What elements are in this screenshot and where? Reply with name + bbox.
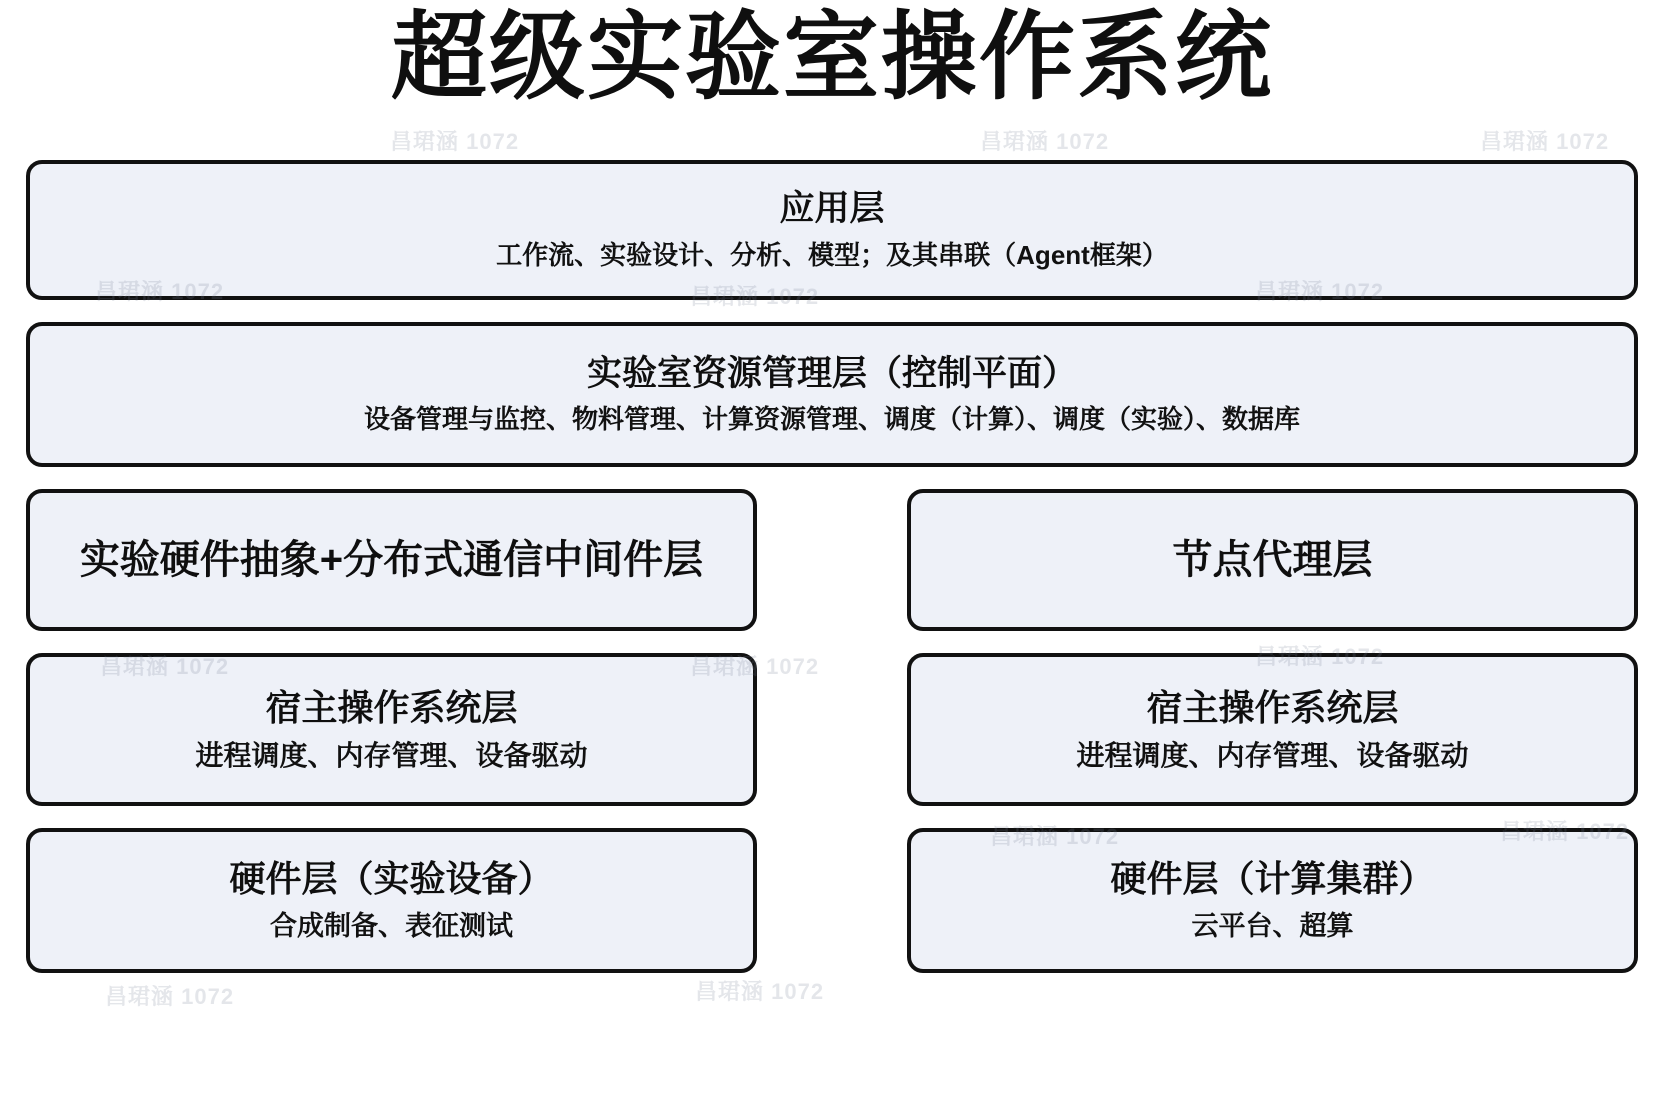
- watermark-text: 昌珺涵 1072: [105, 984, 235, 1009]
- watermark-text: 昌珺涵 1072: [690, 654, 820, 679]
- layer-heading-hardware-equipment: 硬件层（实验设备）: [229, 858, 554, 900]
- layer-heading-hardware-cluster: 硬件层（计算集群）: [1110, 858, 1435, 900]
- watermark-text: 昌珺涵 1072: [990, 824, 1120, 849]
- layer-row-hardware: [26, 828, 1638, 973]
- layer-box-host-os-left: [26, 653, 757, 806]
- layer-stack: [26, 160, 1638, 995]
- layer-heading-middleware: 实验硬件抽象+分布式通信中间件层: [79, 538, 704, 582]
- layer-box-application: [26, 160, 1638, 300]
- page-title: 超级实验室操作系统: [391, 4, 1273, 111]
- watermark-text: 昌珺涵 1072: [95, 279, 225, 304]
- watermark-text: 昌珺涵 1072: [690, 284, 820, 309]
- layer-heading-host-os-left: 宿主操作系统层: [265, 686, 518, 728]
- layer-box-hardware-equipment: [26, 828, 757, 973]
- layer-col-hardware-right: [907, 828, 1638, 973]
- layer-col-host-os-right: [907, 653, 1638, 806]
- layer-sub-hardware-cluster: 云平台、超算: [1191, 911, 1354, 942]
- layer-col-hardware-left: [26, 828, 757, 973]
- watermark-text: 昌珺涵 1072: [1500, 819, 1630, 844]
- layer-sub-application: 工作流、实验设计、分析、模型；及其串联（Agent框架）: [496, 239, 1168, 270]
- watermark-text: 昌珺涵 1072: [390, 129, 520, 154]
- layer-box-host-os-right: [907, 653, 1638, 806]
- layer-row-middleware: [26, 489, 1638, 631]
- layer-sub-resource: 设备管理与监控、物料管理、计算资源管理、调度（计算）、调度（实验）、数据库: [363, 404, 1300, 435]
- layer-heading-resource: 实验室资源管理层（控制平面）: [586, 353, 1077, 393]
- layer-col-middleware-left: [26, 489, 757, 631]
- watermark-text: 昌珺涵 1072: [1480, 129, 1610, 154]
- layer-col-middleware-right: [907, 489, 1638, 631]
- layer-box-hardware-cluster: [907, 828, 1638, 973]
- layer-sub-host-os-right: 进程调度、内存管理、设备驱动: [1076, 739, 1469, 771]
- layer-box-resource: [26, 322, 1638, 467]
- layer-row-host-os: [26, 653, 1638, 806]
- watermark-text: 昌珺涵 1072: [1255, 644, 1385, 669]
- layer-sub-host-os-left: 进程调度、内存管理、设备驱动: [195, 739, 588, 771]
- layer-box-node-agent: [907, 489, 1638, 631]
- layer-heading-host-os-right: 宿主操作系统层: [1146, 686, 1399, 728]
- layer-col-host-os-left: [26, 653, 757, 806]
- layer-heading-application: 应用层: [779, 189, 885, 229]
- layer-sub-hardware-equipment: 合成制备、表征测试: [270, 911, 513, 942]
- watermark-text: 昌珺涵 1072: [100, 654, 230, 679]
- watermark-text: 昌珺涵 1072: [1255, 279, 1385, 304]
- layer-heading-node-agent: 节点代理层: [1172, 538, 1373, 582]
- watermark-text: 昌珺涵 1072: [695, 979, 825, 1004]
- layer-box-middleware: [26, 489, 757, 631]
- watermark-text: 昌珺涵 1072: [980, 129, 1110, 154]
